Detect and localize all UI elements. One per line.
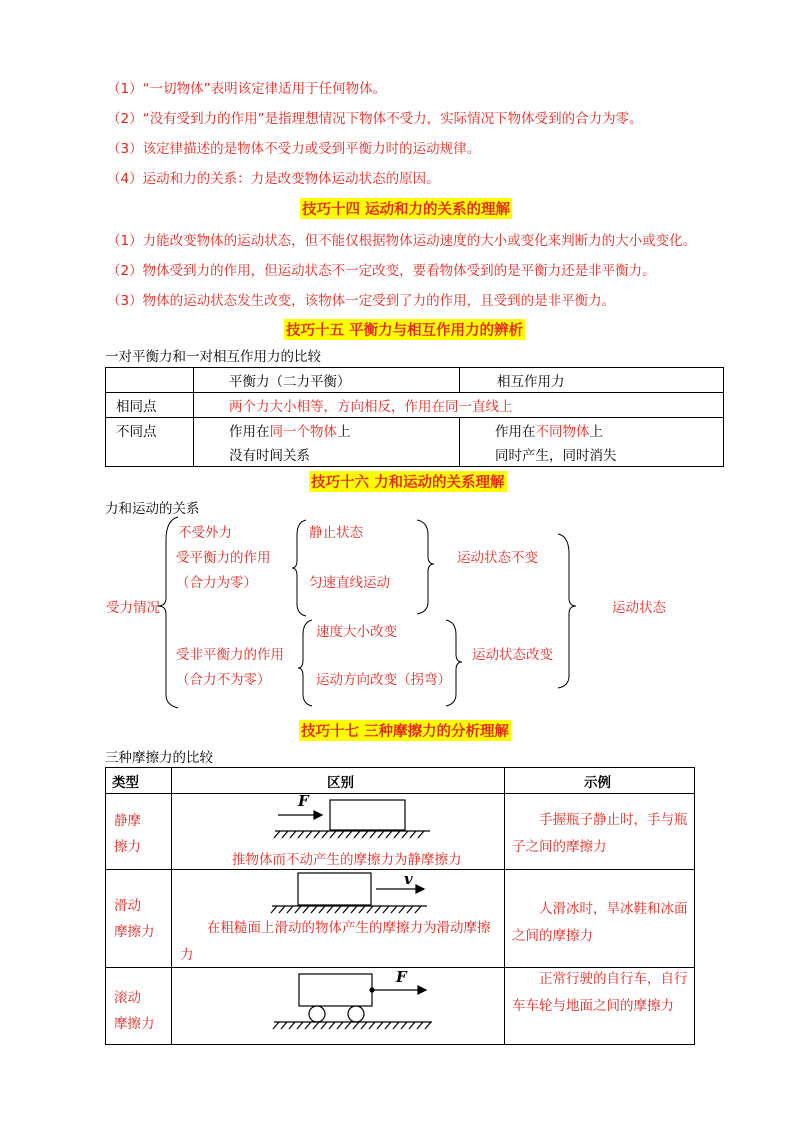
node-rest: 静止状态 bbox=[309, 525, 363, 541]
static-type-line1: 静摩 bbox=[114, 813, 141, 829]
sliding-description: 在粗糙面上滑动的物体产生的摩擦力为滑动摩擦力 bbox=[180, 920, 491, 963]
tip17-heading: 技巧十七 三种摩擦力的分析理解 bbox=[299, 720, 511, 741]
rolling-type-line2: 摩擦力 bbox=[114, 1016, 155, 1032]
rolling-type-line1: 滚动 bbox=[114, 990, 141, 1006]
friction-col-example: 示例 bbox=[584, 775, 611, 791]
tip16-intro: 力和运动的关系 bbox=[105, 501, 200, 517]
node-balanced-sub: （合力为零） bbox=[176, 575, 257, 591]
node-force-condition: 受力情况 bbox=[106, 600, 160, 616]
law-note-2: （2）“没有受到力的作用”是指理想情况下物体不受力，实际情况下物体受到的合力为零。 bbox=[107, 111, 643, 127]
tip17-intro: 三种摩擦力的比较 bbox=[105, 750, 213, 766]
tip14-heading: 技巧十四 运动和力的关系的理解 bbox=[300, 198, 512, 219]
balance-diff-line2: 没有时间关系 bbox=[229, 448, 310, 464]
tip15-intro: 一对平衡力和一对相互作用力的比较 bbox=[105, 349, 321, 365]
friction-col-type: 类型 bbox=[112, 775, 139, 791]
sliding-velocity-label: v bbox=[404, 870, 413, 888]
law-note-3: （3）该定律描述的是物体不受力或受到平衡力时的运动规律。 bbox=[107, 141, 481, 157]
rolling-example: 正常行驶的自行车，自行车车轮与地面之间的摩擦力 bbox=[512, 971, 688, 1014]
mutual-diff-line1: 作用在不同物体上 bbox=[495, 424, 603, 440]
same-point-text: 两个力大小相等，方向相反，作用在同一直线上 bbox=[229, 399, 513, 415]
mutual-diff-line2: 同时产生，同时消失 bbox=[495, 448, 617, 464]
sliding-example: 人滑冰时，旱冰鞋和冰面之间的摩擦力 bbox=[512, 901, 688, 944]
balance-diff-line1: 作用在同一个物体上 bbox=[229, 424, 351, 440]
friction-col-difference: 区别 bbox=[327, 775, 354, 791]
law-note-1: （1）“一切物体”表明该定律适用于任何物体。 bbox=[107, 81, 387, 97]
tip16-heading: 技巧十六 力和运动的关系理解 bbox=[309, 471, 507, 492]
static-force-label: F bbox=[298, 792, 309, 810]
col-header-mutual: 相互作用力 bbox=[497, 374, 565, 390]
node-direction-change: 运动方向改变（拐弯） bbox=[316, 672, 451, 688]
node-balanced: 受平衡力的作用 bbox=[176, 550, 271, 566]
node-motion-state: 运动状态 bbox=[612, 600, 666, 616]
tip15-heading: 技巧十五 平衡力与相互作用力的辨析 bbox=[284, 319, 525, 340]
row-label-same: 相同点 bbox=[116, 399, 157, 415]
node-no-force: 不受外力 bbox=[178, 525, 232, 541]
static-example: 手握瓶子静止时，手与瓶子之间的摩擦力 bbox=[512, 812, 688, 855]
static-description: 推物体而不动产生的摩擦力为静摩擦力 bbox=[232, 852, 462, 868]
node-unbalanced-sub: （合力不为零） bbox=[176, 672, 271, 688]
row-label-diff: 不同点 bbox=[116, 424, 157, 440]
node-unbalanced: 受非平衡力的作用 bbox=[176, 647, 284, 663]
sliding-type-line2: 摩擦力 bbox=[114, 924, 155, 940]
col-header-balance: 平衡力（二力平衡） bbox=[229, 374, 351, 390]
static-type-line2: 擦力 bbox=[114, 839, 141, 855]
law-note-4: （4）运动和力的关系：力是改变物体运动状态的原因。 bbox=[107, 171, 440, 187]
node-changed: 运动状态改变 bbox=[472, 647, 553, 663]
node-speed-change: 速度大小改变 bbox=[316, 624, 397, 640]
tip14-item-2: （2）物体受到力的作用，但运动状态不一定改变，要看物体受到的是平衡力还是非平衡力。 bbox=[107, 263, 656, 279]
tip14-item-3: （3）物体的运动状态发生改变，该物体一定受到了力的作用，且受到的是非平衡力。 bbox=[107, 293, 616, 309]
rolling-force-label: F bbox=[396, 968, 407, 986]
node-unchanged: 运动状态不变 bbox=[457, 550, 538, 566]
node-uniform: 匀速直线运动 bbox=[309, 575, 390, 591]
tip14-item-1: （1）力能改变物体的运动状态，但不能仅根据物体运动速度的大小或变化来判断力的大小或变化。 bbox=[107, 233, 697, 249]
sliding-type-line1: 滑动 bbox=[114, 898, 141, 914]
